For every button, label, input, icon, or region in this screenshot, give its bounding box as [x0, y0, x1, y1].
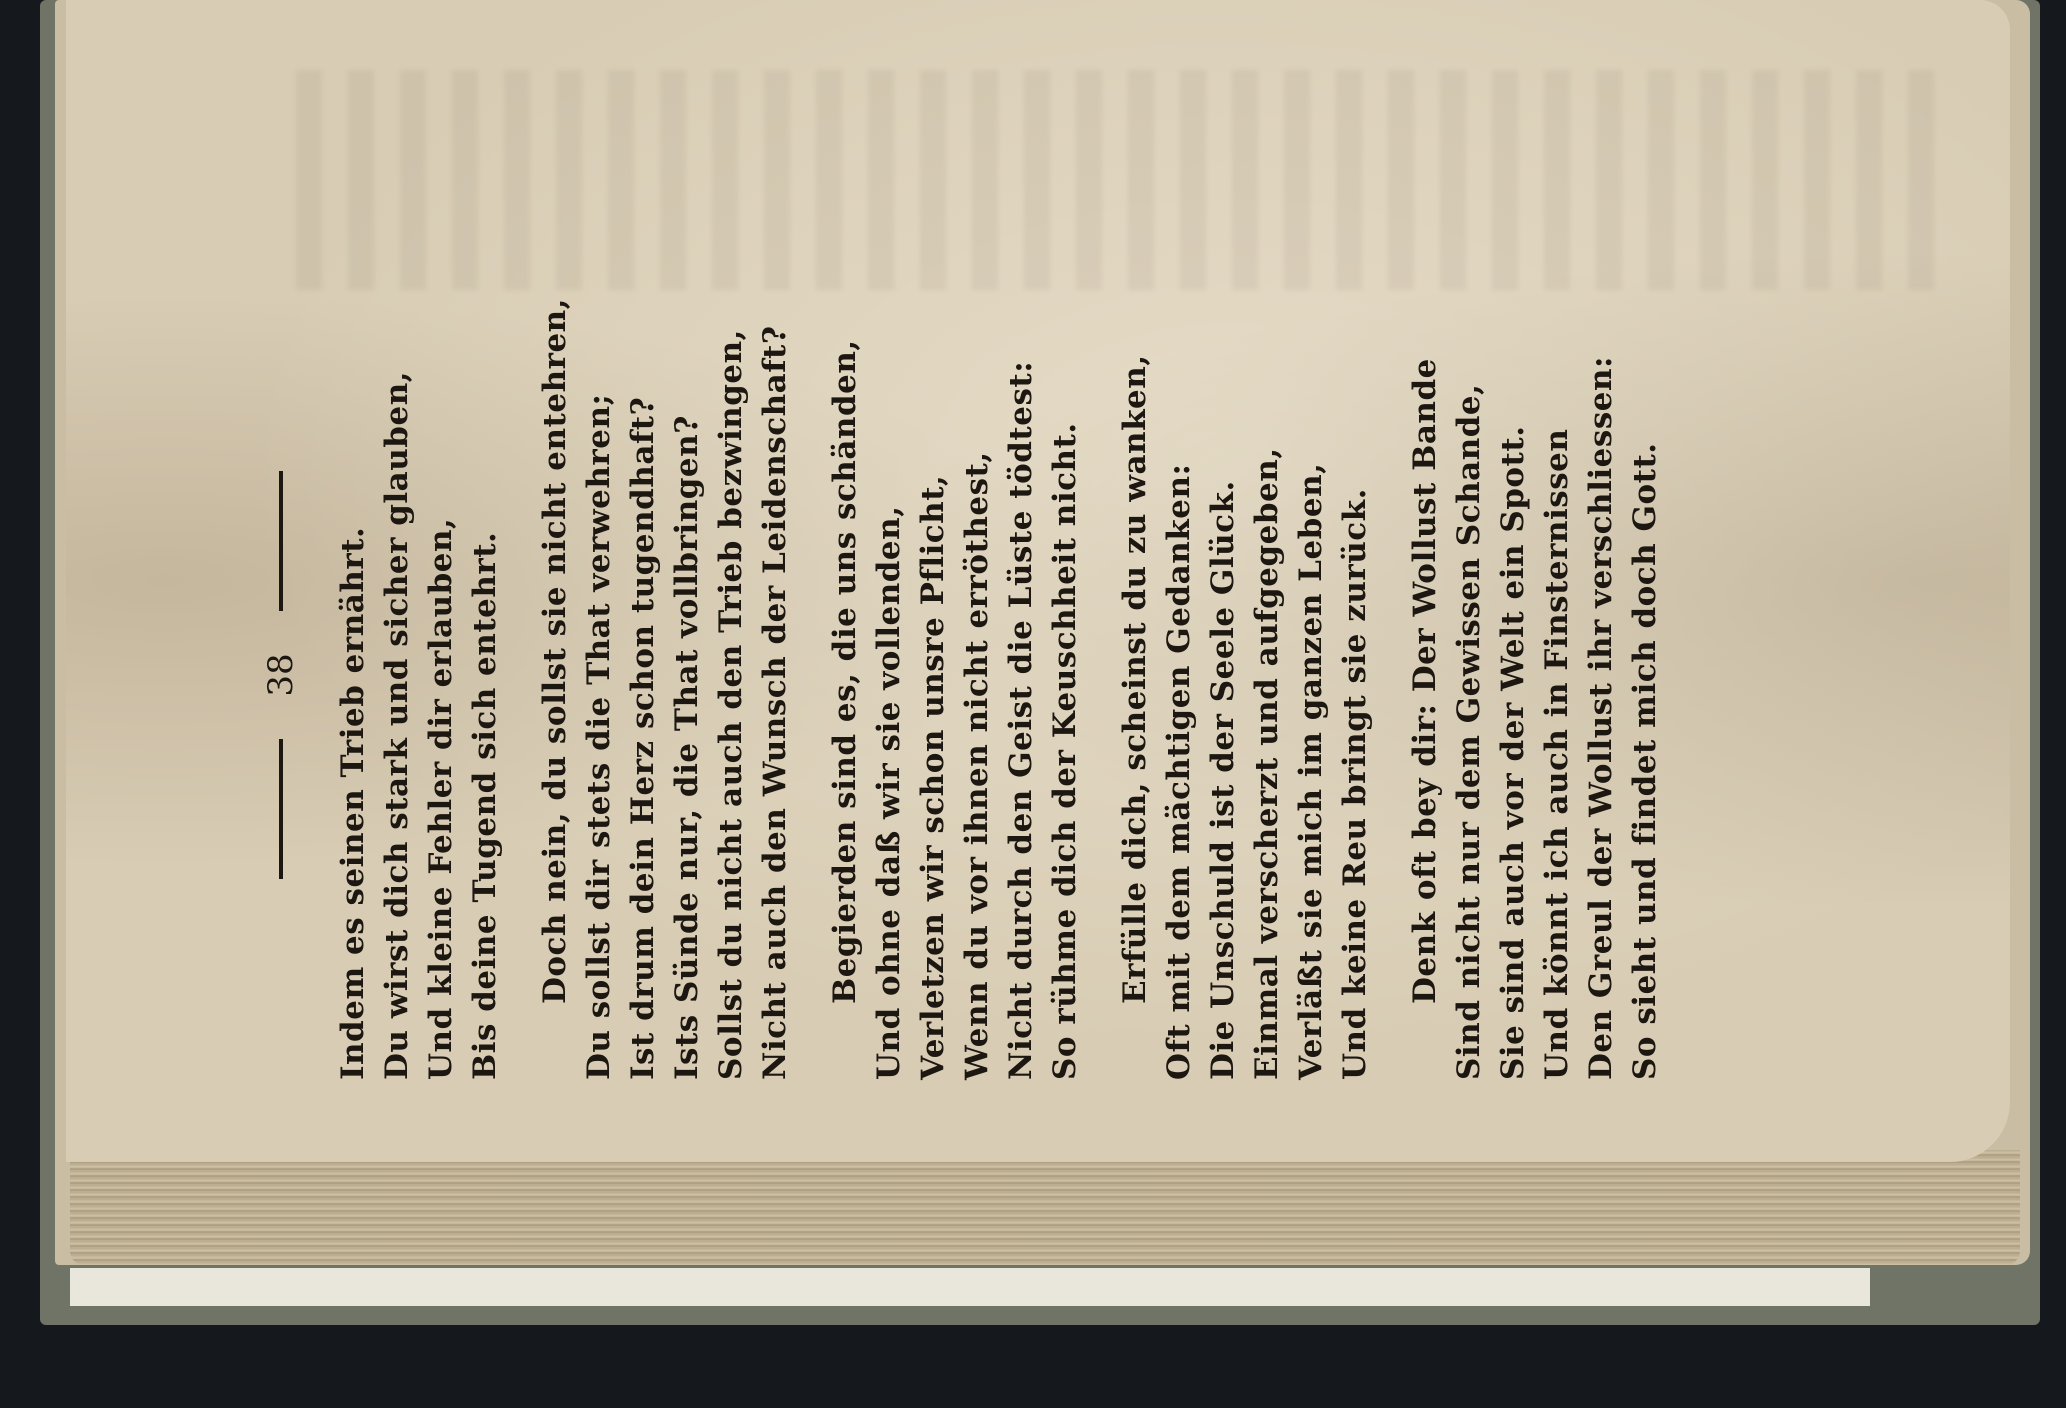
verse-line: Und keine Reu bringt sie zurück.	[1337, 488, 1373, 1080]
verse-line: Doch nein, du sollst sie nicht entehren,	[537, 298, 573, 1004]
verse-line: Ists Sünde nur, die That vollbringen?	[669, 415, 705, 1080]
verse-line: Du wirst dich stark und sicher glauben,	[379, 370, 415, 1080]
verse-line: Einmal verscherzt und aufgegeben,	[1249, 447, 1285, 1080]
verse-line: Sind nicht nur dem Gewissen Schande,	[1451, 383, 1487, 1080]
page-text	[261, 270, 1895, 1080]
verse-line: Nicht durch den Geist die Lüste tödtest:	[1003, 360, 1039, 1080]
stanza-4	[1113, 270, 1377, 1080]
verse-line: Wenn du vor ihnen nicht erröthest,	[959, 451, 995, 1080]
verse-line: Sollst du nicht auch den Trieb bezwingen,	[713, 329, 749, 1080]
page-edges	[70, 1150, 2020, 1265]
verse-line: Nicht auch den Wunsch der Leidenschaft?	[757, 325, 793, 1080]
verse-line: Bis deine Tugend sich entehrt.	[467, 531, 503, 1080]
verse-line: Die Unschuld ist der Seele Glück.	[1205, 480, 1241, 1080]
verse-line: Und könnt ich auch in Finsternissen	[1539, 428, 1575, 1080]
verse-line: Denk oft bey dir: Der Wollust Bande	[1407, 358, 1443, 1004]
verse-line: Den Greul der Wollust ihr verschliessen:	[1583, 356, 1619, 1080]
back-page-edge	[70, 1268, 1870, 1306]
verse-line: Begierden sind es, die uns schänden,	[827, 339, 863, 1004]
bleed-through-shadow	[296, 70, 1946, 290]
header-rule-right	[279, 471, 283, 611]
verse-line: Verläßt sie mich im ganzen Leben,	[1293, 462, 1329, 1080]
verse-line: Verletzen wir schon unsre Pflicht,	[915, 474, 951, 1080]
verse-line: Sie sind auch vor der Welt ein Spott.	[1495, 425, 1531, 1080]
page-number: 38	[261, 653, 301, 697]
verse-line: Und ohne daß wir sie vollenden,	[871, 505, 907, 1080]
verse-line: Du sollst dir stets die That verwehren;	[581, 393, 617, 1080]
verse-line: Erfülle dich, scheinst du zu wanken,	[1117, 354, 1153, 1004]
verse-line: So rühme dich der Keuschheit nicht.	[1047, 422, 1083, 1080]
verse-line: Ist drum dein Herz schon tugendhaft?	[625, 396, 661, 1080]
stanza-2	[533, 270, 797, 1080]
stanza-3	[823, 270, 1087, 1080]
header-rule-left	[279, 739, 283, 879]
verse-line: So sieht und findet mich doch Gott.	[1627, 442, 1663, 1080]
stanza-5	[1403, 270, 1667, 1080]
verse-line: Indem es seinen Trieb ernährt.	[335, 526, 371, 1080]
stanza-1	[331, 270, 507, 1080]
verse-line: Und kleine Fehler dir erlauben,	[423, 517, 459, 1080]
verse-line: Oft mit dem mächtigen Gedanken:	[1161, 463, 1197, 1080]
page-header	[245, 270, 317, 1080]
